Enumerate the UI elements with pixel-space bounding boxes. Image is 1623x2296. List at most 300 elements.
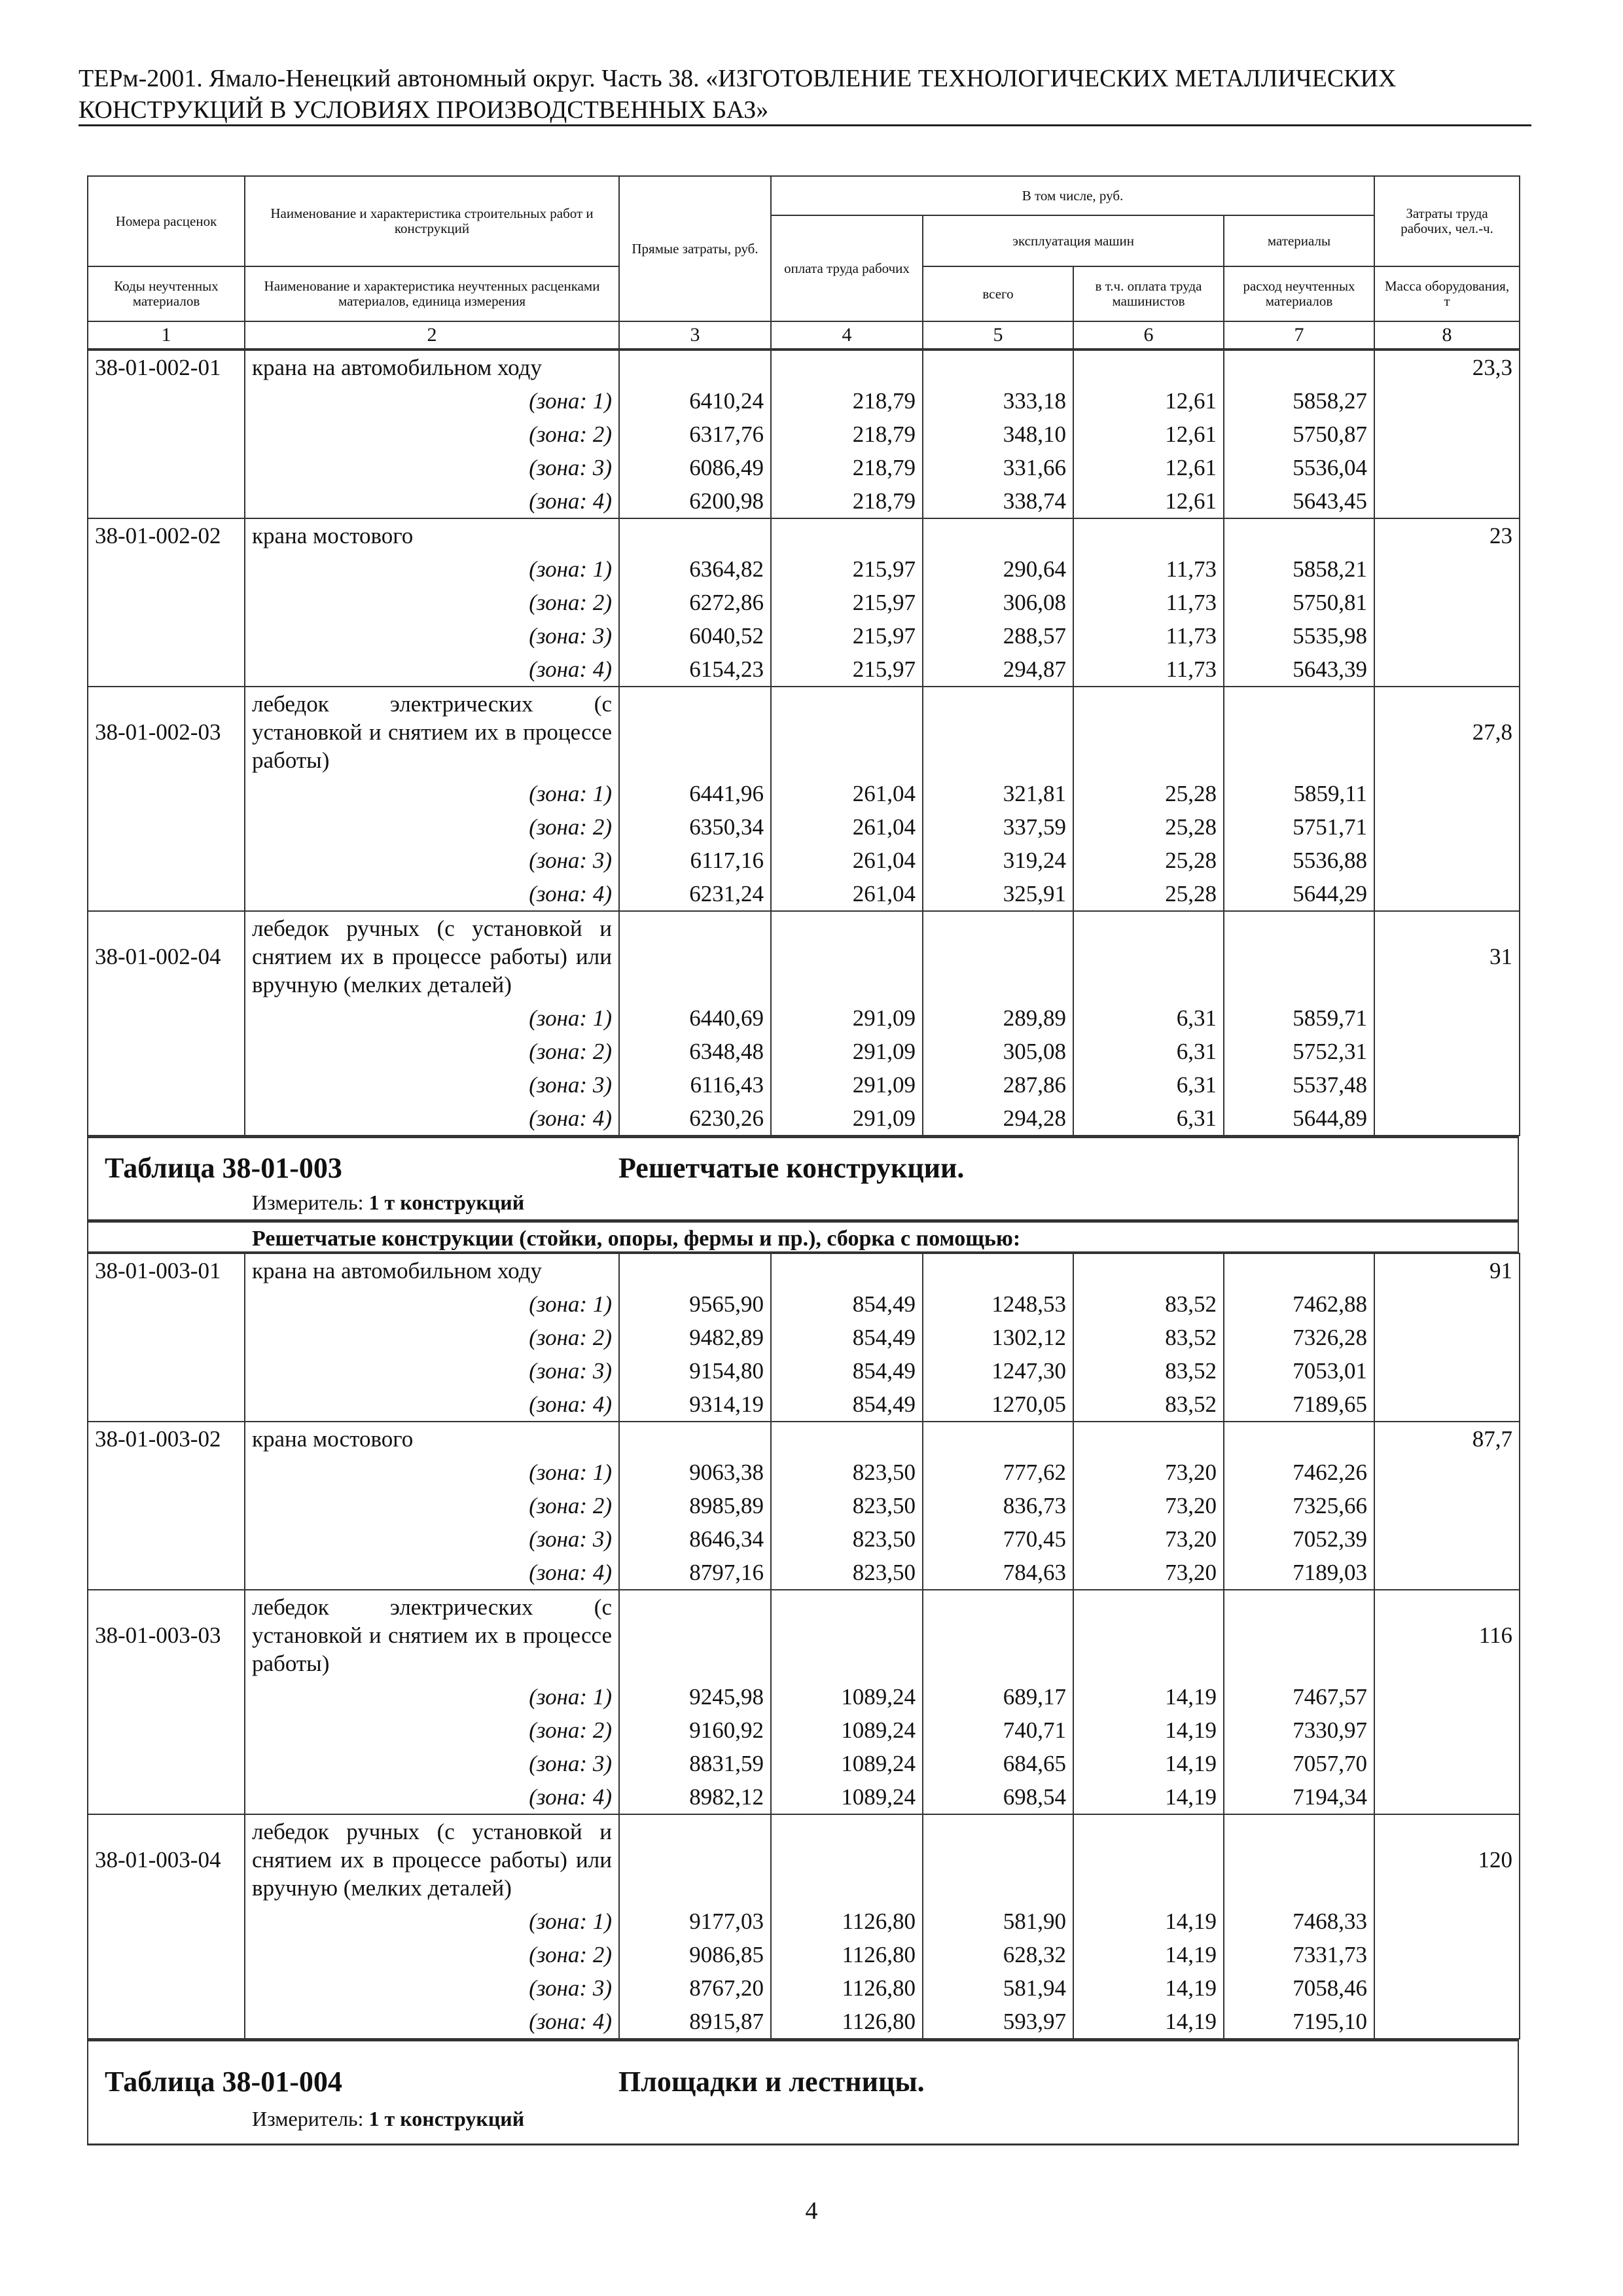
zone-row <box>88 810 1520 844</box>
zone-label: (зона: 2) <box>245 418 619 451</box>
direct-cost: 8646,34 <box>619 1522 771 1556</box>
machinist-pay: 25,28 <box>1073 877 1224 911</box>
machines-total: 333,18 <box>923 384 1073 418</box>
machines-total: 777,62 <box>923 1456 1073 1489</box>
machinist-pay: 6,31 <box>1073 1068 1224 1102</box>
zone-label: (зона: 1) <box>245 552 619 586</box>
empty-cell <box>1224 518 1374 552</box>
empty-cell <box>88 484 245 518</box>
materials-cost: 5643,39 <box>1224 653 1374 687</box>
machinist-pay: 14,19 <box>1073 1747 1224 1780</box>
machinist-pay: 12,61 <box>1073 451 1224 484</box>
machinist-pay: 14,19 <box>1073 1938 1224 1971</box>
worker-pay: 261,04 <box>771 777 923 810</box>
empty-cell <box>1374 1489 1520 1522</box>
direct-cost: 6154,23 <box>619 653 771 687</box>
worker-pay: 823,50 <box>771 1456 923 1489</box>
empty-cell <box>771 687 923 777</box>
work-name: крана на автомобильном ходу <box>245 350 619 384</box>
machines-total: 325,91 <box>923 877 1073 911</box>
worker-pay: 1126,80 <box>771 1905 923 1938</box>
machines-total: 331,66 <box>923 451 1073 484</box>
rate-code: 38-01-002-01 <box>88 350 245 384</box>
machines-total: 1247,30 <box>923 1354 1073 1388</box>
machines-total: 628,32 <box>923 1938 1073 1971</box>
machines-total: 289,89 <box>923 1001 1073 1035</box>
machinist-pay: 11,73 <box>1073 586 1224 619</box>
materials-cost: 5750,81 <box>1224 586 1374 619</box>
rate-code-row <box>88 1814 1520 1905</box>
machines-total: 581,90 <box>923 1905 1073 1938</box>
direct-cost: 6117,16 <box>619 844 771 877</box>
rate-code: 38-01-003-04 <box>88 1814 245 1905</box>
empty-cell <box>771 1814 923 1905</box>
machinist-pay: 14,19 <box>1073 1680 1224 1713</box>
machinist-pay: 14,19 <box>1073 2005 1224 2039</box>
empty-cell <box>619 1253 771 1287</box>
table-003-title: Таблица 38-01-003 <box>105 1152 342 1184</box>
worker-pay: 1089,24 <box>771 1680 923 1713</box>
direct-cost: 6441,96 <box>619 777 771 810</box>
rate-code: 38-01-003-02 <box>88 1422 245 1456</box>
empty-cell <box>1374 1522 1520 1556</box>
empty-cell <box>771 911 923 1001</box>
worker-pay: 823,50 <box>771 1489 923 1522</box>
col8-bottom-header: Масса оборудования, т <box>1374 266 1520 321</box>
table-004-name: Площадки и лестницы. <box>618 2066 925 2098</box>
materials-cost: 5643,45 <box>1224 484 1374 518</box>
labor-cost: 23,3 <box>1374 350 1520 384</box>
zone-row <box>88 384 1520 418</box>
empty-cell <box>1374 2005 1520 2039</box>
worker-pay: 1126,80 <box>771 1938 923 1971</box>
machinist-pay: 25,28 <box>1073 844 1224 877</box>
empty-cell <box>1374 1388 1520 1422</box>
direct-cost: 6317,76 <box>619 418 771 451</box>
materials-cost: 7189,65 <box>1224 1388 1374 1422</box>
measure-value: 1 т конструкций <box>368 2107 525 2130</box>
machines-total: 784,63 <box>923 1556 1073 1590</box>
zone-row <box>88 1035 1520 1068</box>
empty-cell <box>923 350 1073 384</box>
materials-cost: 7468,33 <box>1224 1905 1374 1938</box>
materials-cost: 7462,26 <box>1224 1456 1374 1489</box>
machinist-pay: 25,28 <box>1073 777 1224 810</box>
machines-total: 319,24 <box>923 844 1073 877</box>
zone-row <box>88 1522 1520 1556</box>
machinist-pay: 73,20 <box>1073 1456 1224 1489</box>
empty-cell <box>771 1590 923 1680</box>
empty-cell <box>1073 1590 1224 1680</box>
worker-pay: 823,50 <box>771 1556 923 1590</box>
empty-cell <box>88 1938 245 1971</box>
zone-label: (зона: 3) <box>245 1522 619 1556</box>
empty-cell <box>1073 911 1224 1001</box>
zone-row <box>88 1713 1520 1747</box>
machines-total: 348,10 <box>923 418 1073 451</box>
worker-pay: 1089,24 <box>771 1780 923 1814</box>
zone-label: (зона: 1) <box>245 1680 619 1713</box>
direct-cost: 6350,34 <box>619 810 771 844</box>
machinist-pay: 83,52 <box>1073 1388 1224 1422</box>
zone-label: (зона: 3) <box>245 1354 619 1388</box>
zone-label: (зона: 4) <box>245 877 619 911</box>
col-number: 3 <box>619 321 771 349</box>
empty-cell <box>88 777 245 810</box>
machines-total: 287,86 <box>923 1068 1073 1102</box>
machines-total: 305,08 <box>923 1035 1073 1068</box>
machines-total: 740,71 <box>923 1713 1073 1747</box>
empty-cell <box>1073 1422 1224 1456</box>
empty-cell <box>88 2005 245 2039</box>
zone-row <box>88 552 1520 586</box>
zone-row <box>88 1680 1520 1713</box>
empty-cell <box>88 1287 245 1321</box>
rate-code-row <box>88 911 1520 1001</box>
machinist-pay: 11,73 <box>1073 619 1224 653</box>
machines-total: 306,08 <box>923 586 1073 619</box>
empty-cell <box>88 1068 245 1102</box>
measure-value: 1 т конструкций <box>368 1191 525 1214</box>
empty-cell <box>771 518 923 552</box>
table-003-name: Решетчатые конструкции. <box>618 1152 965 1184</box>
machines-total: 684,65 <box>923 1747 1073 1780</box>
zone-label: (зона: 4) <box>245 1556 619 1590</box>
empty-cell <box>88 418 245 451</box>
zone-row <box>88 1938 1520 1971</box>
direct-cost: 8982,12 <box>619 1780 771 1814</box>
table-004-measure <box>252 2107 524 2131</box>
zone-row <box>88 1905 1520 1938</box>
direct-cost: 6348,48 <box>619 1035 771 1068</box>
worker-pay: 1126,80 <box>771 2005 923 2039</box>
zone-label: (зона: 1) <box>245 384 619 418</box>
empty-cell <box>923 687 1073 777</box>
rates-table-003 <box>87 1253 1520 2039</box>
zone-label: (зона: 4) <box>245 1780 619 1814</box>
empty-cell <box>1374 418 1520 451</box>
worker-pay: 215,97 <box>771 653 923 687</box>
column-numbers-row <box>88 321 1520 349</box>
zone-label: (зона: 4) <box>245 653 619 687</box>
work-name: крана мостового <box>245 1422 619 1456</box>
direct-cost: 6410,24 <box>619 384 771 418</box>
materials-cost: 5535,98 <box>1224 619 1374 653</box>
direct-cost: 6272,86 <box>619 586 771 619</box>
zone-label: (зона: 2) <box>245 1938 619 1971</box>
empty-cell <box>88 619 245 653</box>
machines-total: 836,73 <box>923 1489 1073 1522</box>
empty-cell <box>1374 484 1520 518</box>
empty-cell <box>1374 1905 1520 1938</box>
rates-table-wrapper <box>87 175 1519 2145</box>
empty-cell <box>88 877 245 911</box>
machinist-pay: 12,61 <box>1073 418 1224 451</box>
empty-cell <box>1374 1456 1520 1489</box>
empty-cell <box>1374 1747 1520 1780</box>
materials-cost: 7052,39 <box>1224 1522 1374 1556</box>
machines-total: 581,94 <box>923 1971 1073 2005</box>
empty-cell <box>88 810 245 844</box>
empty-cell <box>923 1590 1073 1680</box>
empty-cell <box>1374 777 1520 810</box>
direct-cost: 6200,98 <box>619 484 771 518</box>
labor-cost: 87,7 <box>1374 1422 1520 1456</box>
worker-pay: 291,09 <box>771 1102 923 1136</box>
empty-cell <box>619 1814 771 1905</box>
empty-cell <box>1224 687 1374 777</box>
materials-cost: 5859,71 <box>1224 1001 1374 1035</box>
direct-cost: 8915,87 <box>619 2005 771 2039</box>
direct-cost: 9154,80 <box>619 1354 771 1388</box>
zone-row <box>88 418 1520 451</box>
empty-cell <box>771 350 923 384</box>
machines-total: 593,97 <box>923 2005 1073 2039</box>
materials-cost: 5752,31 <box>1224 1035 1374 1068</box>
empty-cell <box>1073 1814 1224 1905</box>
worker-pay: 1126,80 <box>771 1971 923 2005</box>
rate-code-row <box>88 350 1520 384</box>
col7-header: расход неучтенных материалов <box>1224 266 1374 321</box>
rate-code-row <box>88 687 1520 777</box>
materials-cost: 5537,48 <box>1224 1068 1374 1102</box>
machinist-pay: 83,52 <box>1073 1321 1224 1354</box>
materials-cost: 7325,66 <box>1224 1489 1374 1522</box>
worker-pay: 261,04 <box>771 810 923 844</box>
empty-cell <box>923 911 1073 1001</box>
direct-cost: 6364,82 <box>619 552 771 586</box>
empty-cell <box>923 518 1073 552</box>
empty-cell <box>1374 1321 1520 1354</box>
zone-row <box>88 1780 1520 1814</box>
materials-cost: 7467,57 <box>1224 1680 1374 1713</box>
zone-row <box>88 586 1520 619</box>
empty-cell <box>88 1035 245 1068</box>
machinist-pay: 12,61 <box>1073 384 1224 418</box>
machinist-pay: 83,52 <box>1073 1354 1224 1388</box>
empty-cell <box>88 1747 245 1780</box>
machinist-pay: 25,28 <box>1073 810 1224 844</box>
zone-label: (зона: 2) <box>245 586 619 619</box>
machines-total: 689,17 <box>923 1680 1073 1713</box>
machines-total: 337,59 <box>923 810 1073 844</box>
machinist-pay: 11,73 <box>1073 653 1224 687</box>
empty-cell <box>619 1422 771 1456</box>
machines-total: 288,57 <box>923 619 1073 653</box>
rate-code-row <box>88 1253 1520 1287</box>
zone-row <box>88 1321 1520 1354</box>
rate-code: 38-01-003-01 <box>88 1253 245 1287</box>
empty-cell <box>1374 1287 1520 1321</box>
including-header: В том числе, руб. <box>771 176 1374 215</box>
direct-cost: 9086,85 <box>619 1938 771 1971</box>
empty-cell <box>1374 1680 1520 1713</box>
worker-pay: 215,97 <box>771 552 923 586</box>
empty-cell <box>1073 687 1224 777</box>
empty-cell <box>923 1422 1073 1456</box>
worker-pay: 215,97 <box>771 619 923 653</box>
direct-cost: 9160,92 <box>619 1713 771 1747</box>
materials-cost: 5859,11 <box>1224 777 1374 810</box>
empty-cell <box>1374 451 1520 484</box>
measure-label: Измеритель: <box>252 2107 364 2130</box>
materials-cost: 7058,46 <box>1224 1971 1374 2005</box>
work-name: крана на автомобильном ходу <box>245 1253 619 1287</box>
worker-pay: 1089,24 <box>771 1713 923 1747</box>
materials-cost: 7462,88 <box>1224 1287 1374 1321</box>
direct-cost: 8797,16 <box>619 1556 771 1590</box>
worker-pay: 218,79 <box>771 384 923 418</box>
rate-code: 38-01-002-03 <box>88 687 245 777</box>
labor-cost: 91 <box>1374 1253 1520 1287</box>
zone-row <box>88 877 1520 911</box>
work-name: лебедок ручных (с установкой и снятием их в процессе работы) или вручную (мелких деталей) <box>245 1814 619 1905</box>
machines-total: 770,45 <box>923 1522 1073 1556</box>
direct-cost: 9245,98 <box>619 1680 771 1713</box>
table-003-title-box <box>87 1136 1519 1221</box>
materials-cost: 7330,97 <box>1224 1713 1374 1747</box>
zone-row <box>88 1556 1520 1590</box>
materials-cost: 7194,34 <box>1224 1780 1374 1814</box>
machines-total: 338,74 <box>923 484 1073 518</box>
empty-cell <box>1073 1253 1224 1287</box>
col-number: 4 <box>771 321 923 349</box>
rate-code-row <box>88 1590 1520 1680</box>
rate-code: 38-01-002-02 <box>88 518 245 552</box>
machinist-pay: 6,31 <box>1073 1102 1224 1136</box>
zone-label: (зона: 1) <box>245 1905 619 1938</box>
zone-row <box>88 777 1520 810</box>
empty-cell <box>88 1354 245 1388</box>
machines-total: 1270,05 <box>923 1388 1073 1422</box>
empty-cell <box>1374 1354 1520 1388</box>
machines-header: эксплуатация машин <box>923 215 1224 266</box>
work-name: лебедок электрических (с установкой и снятием их в процессе работы) <box>245 1590 619 1680</box>
col1-top-header: Номера расценок <box>88 176 245 266</box>
worker-pay: 291,09 <box>771 1035 923 1068</box>
direct-cost: 9177,03 <box>619 1905 771 1938</box>
col-number: 2 <box>245 321 619 349</box>
header-rule <box>79 124 1531 126</box>
labor-cost: 31 <box>1374 911 1520 1001</box>
direct-cost: 9565,90 <box>619 1287 771 1321</box>
labor-cost: 116 <box>1374 1590 1520 1680</box>
zone-label: (зона: 2) <box>245 1035 619 1068</box>
empty-cell <box>88 552 245 586</box>
empty-cell <box>88 451 245 484</box>
machines-total: 1248,53 <box>923 1287 1073 1321</box>
machinist-pay: 6,31 <box>1073 1035 1224 1068</box>
table-004-title: Таблица 38-01-004 <box>105 2066 342 2098</box>
zone-row <box>88 1456 1520 1489</box>
empty-cell <box>88 1905 245 1938</box>
materials-cost: 5858,27 <box>1224 384 1374 418</box>
col3-header: Прямые затраты, руб. <box>619 176 771 321</box>
col-number: 1 <box>88 321 245 349</box>
empty-cell <box>88 1713 245 1747</box>
direct-cost: 8767,20 <box>619 1971 771 2005</box>
empty-cell <box>1374 810 1520 844</box>
machinist-pay: 73,20 <box>1073 1556 1224 1590</box>
materials-header: материалы <box>1224 215 1374 266</box>
header-line-2: КОНСТРУКЦИЙ В УСЛОВИЯХ ПРОИЗВОДСТВЕННЫХ БАЗ» <box>79 96 769 124</box>
empty-cell <box>1224 1590 1374 1680</box>
direct-cost: 6116,43 <box>619 1068 771 1102</box>
worker-pay: 218,79 <box>771 451 923 484</box>
empty-cell <box>1374 552 1520 586</box>
zone-label: (зона: 3) <box>245 1971 619 2005</box>
col-number: 5 <box>923 321 1073 349</box>
empty-cell <box>1224 1253 1374 1287</box>
direct-cost: 9063,38 <box>619 1456 771 1489</box>
materials-cost: 7053,01 <box>1224 1354 1374 1388</box>
worker-pay: 261,04 <box>771 877 923 911</box>
empty-cell <box>1224 1814 1374 1905</box>
empty-cell <box>88 653 245 687</box>
empty-cell <box>88 586 245 619</box>
empty-cell <box>619 911 771 1001</box>
machines-total: 1302,12 <box>923 1321 1073 1354</box>
direct-cost: 8831,59 <box>619 1747 771 1780</box>
empty-cell <box>1374 384 1520 418</box>
running-header <box>79 63 1528 126</box>
work-name: лебедок ручных (с установкой и снятием их в процессе работы) или вручную (мелких деталей) <box>245 911 619 1001</box>
materials-cost: 5858,21 <box>1224 552 1374 586</box>
empty-cell <box>619 518 771 552</box>
col-number: 6 <box>1073 321 1224 349</box>
empty-cell <box>1374 1556 1520 1590</box>
zone-label: (зона: 2) <box>245 810 619 844</box>
labor-cost: 23 <box>1374 518 1520 552</box>
empty-cell <box>1073 350 1224 384</box>
zone-label: (зона: 1) <box>245 1456 619 1489</box>
zone-row <box>88 619 1520 653</box>
empty-cell <box>88 1522 245 1556</box>
machines-total: 294,28 <box>923 1102 1073 1136</box>
col-number: 8 <box>1374 321 1520 349</box>
table-003-measure <box>252 1191 524 1215</box>
machinist-pay: 11,73 <box>1073 552 1224 586</box>
col-number: 7 <box>1224 321 1374 349</box>
direct-cost: 9482,89 <box>619 1321 771 1354</box>
empty-cell <box>1374 1971 1520 2005</box>
zone-label: (зона: 1) <box>245 1287 619 1321</box>
machinist-pay: 14,19 <box>1073 1780 1224 1814</box>
machines-total: 698,54 <box>923 1780 1073 1814</box>
zone-label: (зона: 3) <box>245 451 619 484</box>
col6-header: в т.ч. оплата труда машинистов <box>1073 266 1224 321</box>
rates-table-head <box>87 175 1520 350</box>
zone-row <box>88 1001 1520 1035</box>
worker-pay: 854,49 <box>771 1388 923 1422</box>
zone-label: (зона: 2) <box>245 1489 619 1522</box>
materials-cost: 7331,73 <box>1224 1938 1374 1971</box>
machines-total: 294,87 <box>923 653 1073 687</box>
direct-cost: 6086,49 <box>619 451 771 484</box>
empty-cell <box>1374 844 1520 877</box>
machinist-pay: 12,61 <box>1073 484 1224 518</box>
empty-cell <box>1374 1780 1520 1814</box>
empty-cell <box>1224 911 1374 1001</box>
materials-cost: 5644,29 <box>1224 877 1374 911</box>
direct-cost: 8985,89 <box>619 1489 771 1522</box>
zone-row <box>88 1489 1520 1522</box>
machinist-pay: 73,20 <box>1073 1489 1224 1522</box>
machinist-pay: 14,19 <box>1073 1971 1224 2005</box>
rate-code: 38-01-002-04 <box>88 911 245 1001</box>
empty-cell <box>88 1388 245 1422</box>
col5-header: всего <box>923 266 1073 321</box>
